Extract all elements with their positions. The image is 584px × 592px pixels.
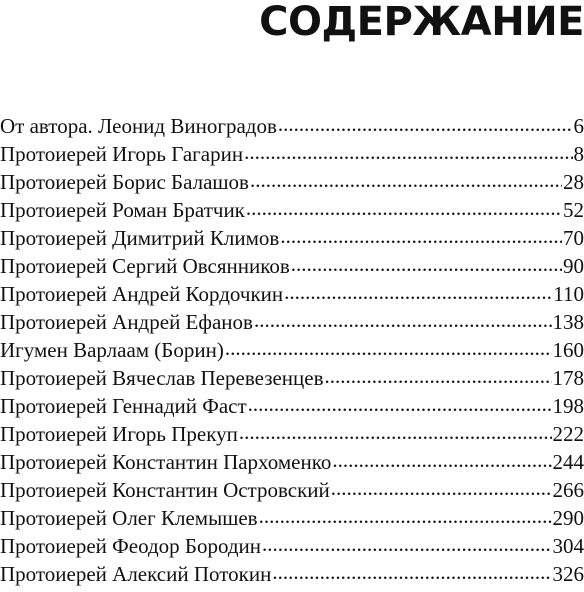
toc-page-number: 138 — [552, 310, 584, 334]
toc-page-number: 244 — [552, 450, 584, 474]
toc-entry-title: Протоиерей Игорь Прекуп — [0, 422, 238, 446]
toc-page-number: 198 — [552, 394, 584, 418]
toc-entry[interactable] — [0, 140, 584, 168]
toc-entry[interactable] — [0, 476, 584, 504]
toc-entry-title: Протоиерей Димитрий Климов — [0, 226, 280, 250]
toc-entry-title: Игумен Варлаам (Борин) — [0, 338, 224, 362]
toc-entry-title: Протоиерей Вячеслав Перевезенцев — [0, 366, 324, 390]
dot-leader — [272, 561, 551, 583]
toc-page-number: 6 — [573, 114, 584, 138]
toc-entry[interactable] — [0, 168, 584, 196]
toc-page-number: 304 — [552, 534, 584, 558]
toc-page-number: 178 — [552, 366, 584, 390]
table-of-contents — [0, 112, 584, 588]
toc-entry[interactable] — [0, 280, 584, 308]
toc-entry-title: Протоиерей Геннадий Фаст — [0, 394, 247, 418]
dot-leader — [331, 477, 552, 499]
toc-entry[interactable] — [0, 308, 584, 336]
toc-page-number: 326 — [552, 562, 584, 586]
toc-entry[interactable] — [0, 112, 584, 140]
toc-page-number: 160 — [552, 338, 584, 362]
toc-entry-title: Протоиерей Феодор Бородин — [0, 534, 262, 558]
dot-leader — [278, 113, 573, 135]
toc-entry[interactable] — [0, 364, 584, 392]
dot-leader — [280, 225, 562, 247]
dot-leader — [284, 281, 552, 303]
dot-leader — [225, 337, 552, 359]
dot-leader — [250, 169, 562, 191]
toc-entry[interactable] — [0, 252, 584, 280]
dot-leader — [246, 197, 562, 219]
dot-leader — [239, 421, 552, 443]
dot-leader — [254, 309, 552, 331]
toc-entry[interactable] — [0, 448, 584, 476]
toc-entry-title: Протоиерей Сергий Овсянников — [0, 254, 290, 278]
toc-entry-title: Протоиерей Андрей Кордочкин — [0, 282, 284, 306]
toc-entry[interactable] — [0, 336, 584, 364]
toc-page-number: 90 — [563, 254, 584, 278]
dot-leader — [248, 393, 552, 415]
dot-leader — [259, 505, 552, 527]
toc-entry-title: Протоиерей Константин Островский — [0, 478, 330, 502]
page-title: СОДЕРЖАНИЕ — [259, 0, 584, 45]
toc-entry-title: От автора. Леонид Виноградов — [0, 114, 277, 138]
toc-page-number: 52 — [563, 198, 584, 222]
toc-entry[interactable] — [0, 392, 584, 420]
toc-entry-title: Протоиерей Константин Пархоменко — [0, 450, 332, 474]
dot-leader — [332, 449, 551, 471]
toc-entry-title: Протоиерей Алексий Потокин — [0, 562, 272, 586]
toc-entry-title: Протоиерей Андрей Ефанов — [0, 310, 253, 334]
toc-page-number: 222 — [552, 422, 584, 446]
toc-entry[interactable] — [0, 560, 584, 588]
toc-entry[interactable] — [0, 532, 584, 560]
toc-entry-title: Протоиерей Олег Клемышев — [0, 506, 258, 530]
toc-entry[interactable] — [0, 504, 584, 532]
toc-page-number: 266 — [552, 478, 584, 502]
toc-page-number: 110 — [553, 282, 584, 306]
toc-page-number: 70 — [563, 226, 584, 250]
toc-entry[interactable] — [0, 224, 584, 252]
dot-leader — [262, 533, 551, 555]
dot-leader — [325, 365, 552, 387]
toc-entry-title: Протоиерей Борис Балашов — [0, 170, 249, 194]
toc-page-number: 8 — [573, 142, 584, 166]
toc-entry-title: Протоиерей Роман Братчик — [0, 198, 245, 222]
toc-page-number: 290 — [552, 506, 584, 530]
toc-entry-title: Протоиерей Игорь Гагарин — [0, 142, 244, 166]
toc-entry[interactable] — [0, 196, 584, 224]
toc-page-number: 28 — [563, 170, 584, 194]
dot-leader — [244, 141, 572, 163]
toc-entry[interactable] — [0, 420, 584, 448]
dot-leader — [291, 253, 562, 275]
